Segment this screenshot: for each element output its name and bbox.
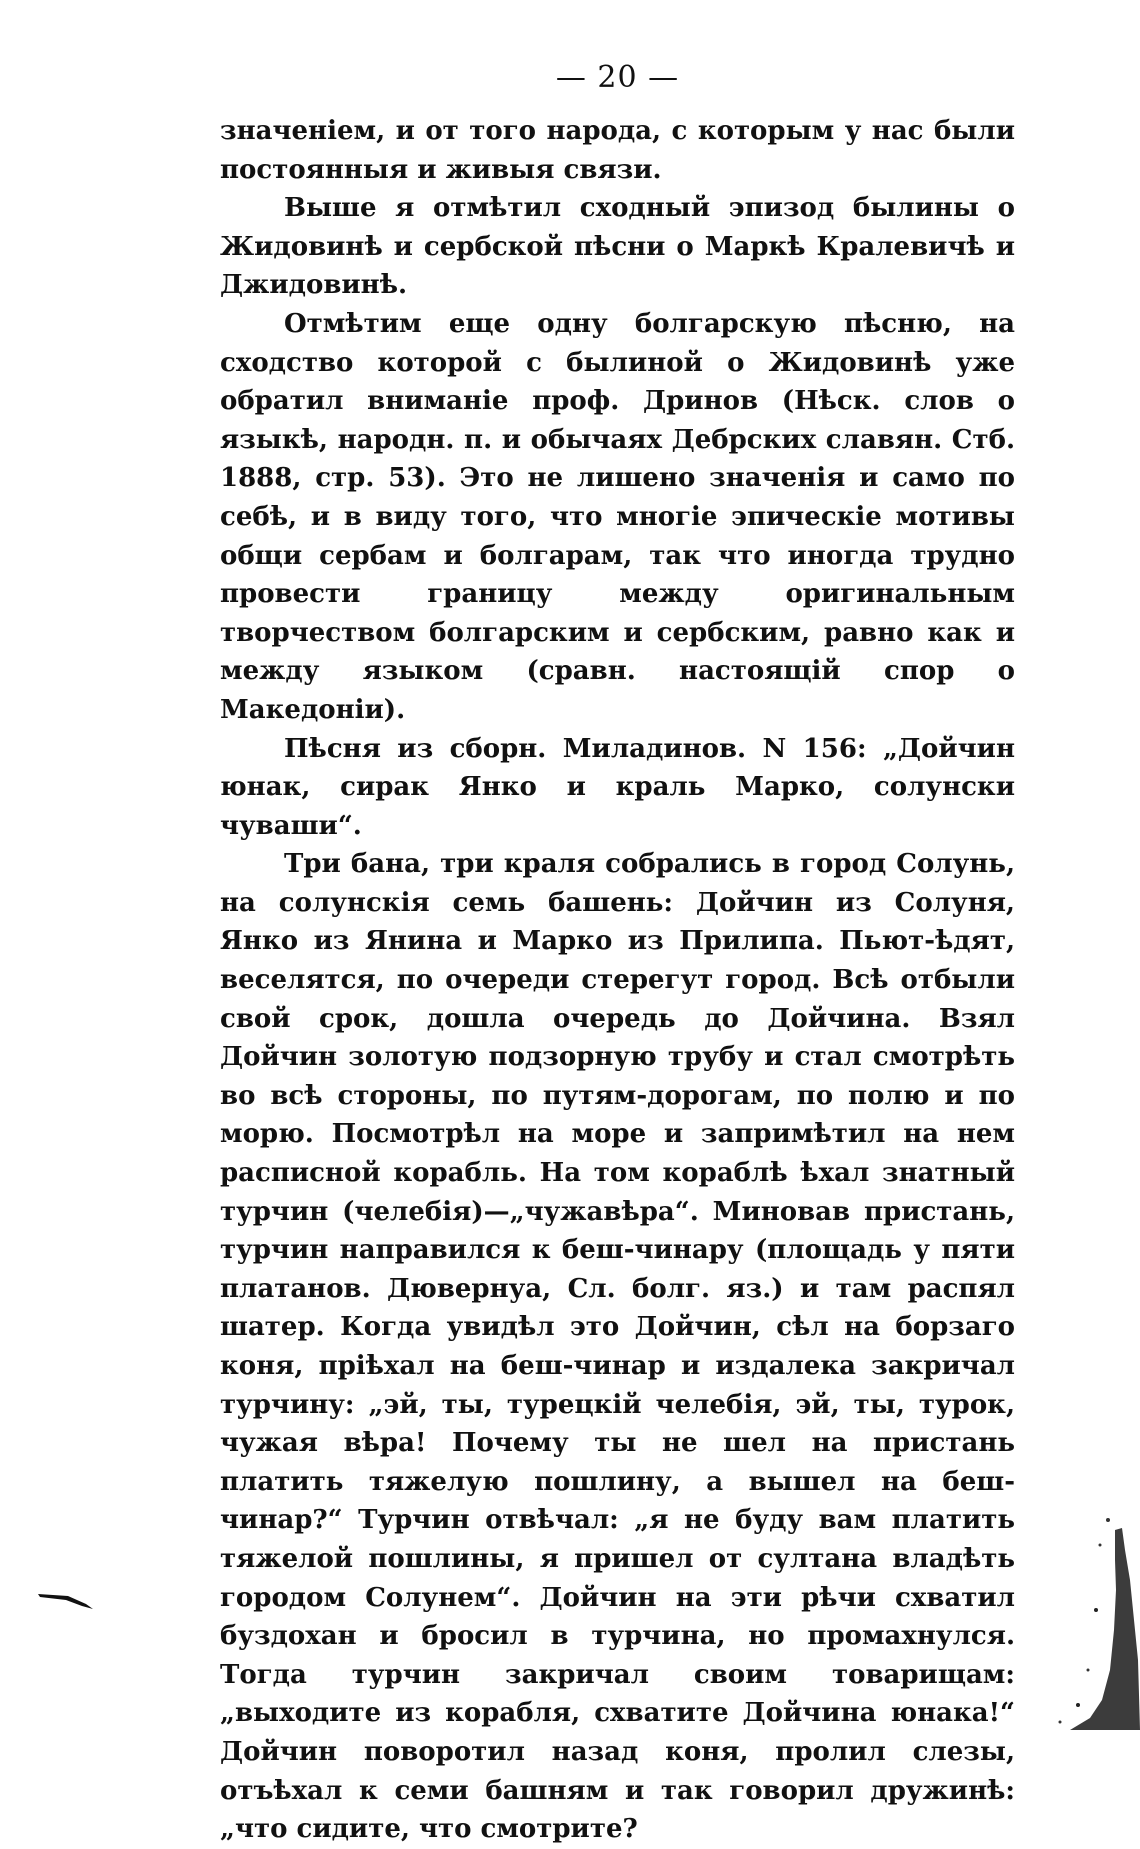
paragraph-bulgarian-song: Отмѣтим еще одну болгарскую пѣсню, на сходство которой с былиной о Жидовинѣ уже обратил вниманіе проф. Дринов (Нѣск. слов о языкѣ, народн. п. и обычаях Дебрских славян. Стб. 1888, стр. 53). Это не лишено значенія и само по себѣ, и в виду того, что многіе эпическіе мотивы общи сербам и болгарам, так что иногда трудно провести границу между оригинальным творчеством болгарским и сербским, равно как и между языком (сравн. настоящій спор о Македоніи).	[220, 308, 1015, 725]
scan-artifact-left	[38, 1590, 93, 1610]
page-number: — 20 —	[555, 60, 680, 95]
paragraph-continued: значеніем, и от того народа, с которым у нас были постоянныя и живыя связи.	[220, 116, 1015, 185]
paragraph-song-title: Пѣсня из сборн. Миладинов. N 156: „Дойчин юнак, сирак Янко и краль Марко, солунски чуваши“.	[220, 733, 1015, 841]
paragraph-song-summary: Три бана, три краля собрались в город Солунь, на солунскія семь башень: Дойчин из Солуня, Янко из Янина и Марко из Прилипа. Пьют-ѣдят, веселятся, по очереди стерегут город. Всѣ отбыли свой срок, дошла очередь до Дойчина. Взял Дойчин золотую подзорную трубу и стал смотрѣть во всѣ стороны, по путям-дорогам, по полю и по морю. Посмотрѣл на море и запримѣтил на нем расписной корабль. На том кораблѣ ѣхал знатный турчин (челебія)—„чужавѣра“. Миновав пристань, турчин направился к беш-чинару (площадь у пяти платанов. Дювернуа, Сл. болг. яз.) и там распял шатер. Когда увидѣл это Дойчин, сѣл на борзаго коня, пріѣхал на беш-чинар и издалека закричал турчину: „эй, ты, турецкій челебія, эй, ты, турок, чужая вѣра! Почему ты не шел на пристань платить тяжелую пошлину, а вышел на беш-чинар?“ Турчин отвѣчал: „я не буду вам платить тяжелой пошлины, я пришел от султана владѣть городом Солунем“. Дойчин на эти рѣчи схватил буздохан и бросил в турчина, но промахнулся. Тогда турчин закричал своим товарищам: „выходите из корабля, схватите Дойчина юнака!“ Дойчин поворотил назад коня, пролил слезы, отъѣхал к семи башням и так говорил дружинѣ: „что сидите, что смотрите?	[220, 849, 1015, 1845]
paragraph-zhidovin-episode: Выше я отмѣтил сходный эпизод былины о Жидовинѣ и сербской пѣсни о Маркѣ Кралевичѣ и Джидовинѣ.	[220, 193, 1015, 301]
scan-artifact-edge	[1030, 1490, 1140, 1730]
book-page	[220, 58, 1015, 1849]
